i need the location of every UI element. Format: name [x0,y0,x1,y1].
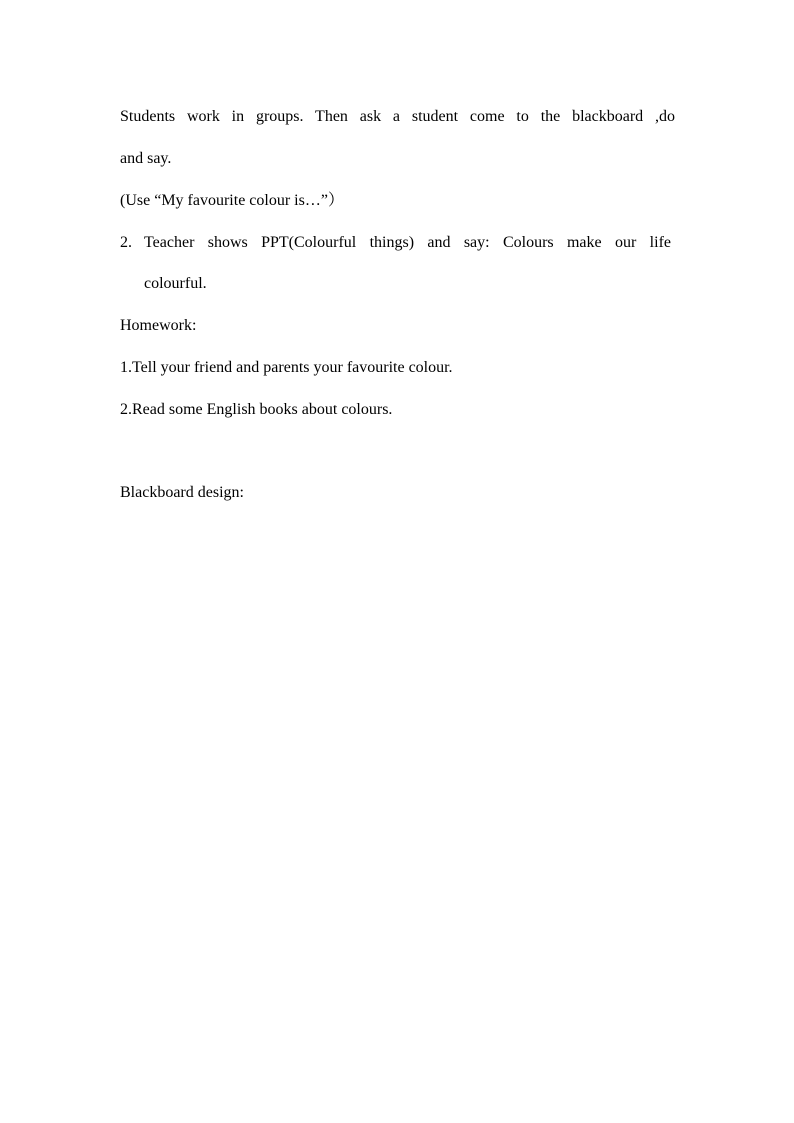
use-note: (Use “My favourite colour is…”） [120,192,344,209]
homework-item-1: 1.Tell your friend and parents your favourite colour. [120,359,453,376]
list-item-2-number: 2. [120,234,132,251]
list-item-2 [120,233,672,253]
list-item-2-line-1: Teacher shows PPT(Colourful things) and say: Colours make our life [144,234,671,251]
homework-heading: Homework: [120,317,197,334]
list-item-2-line-2: colourful. [144,275,207,292]
paragraph-1-line-2: and say. [120,150,172,167]
homework-item-2: 2.Read some English books about colours. [120,401,393,418]
paragraph-1-line-1: Students work in groups. Then ask a student come to the blackboard ,do [120,108,675,125]
blackboard-design-heading: Blackboard design: [120,484,244,501]
